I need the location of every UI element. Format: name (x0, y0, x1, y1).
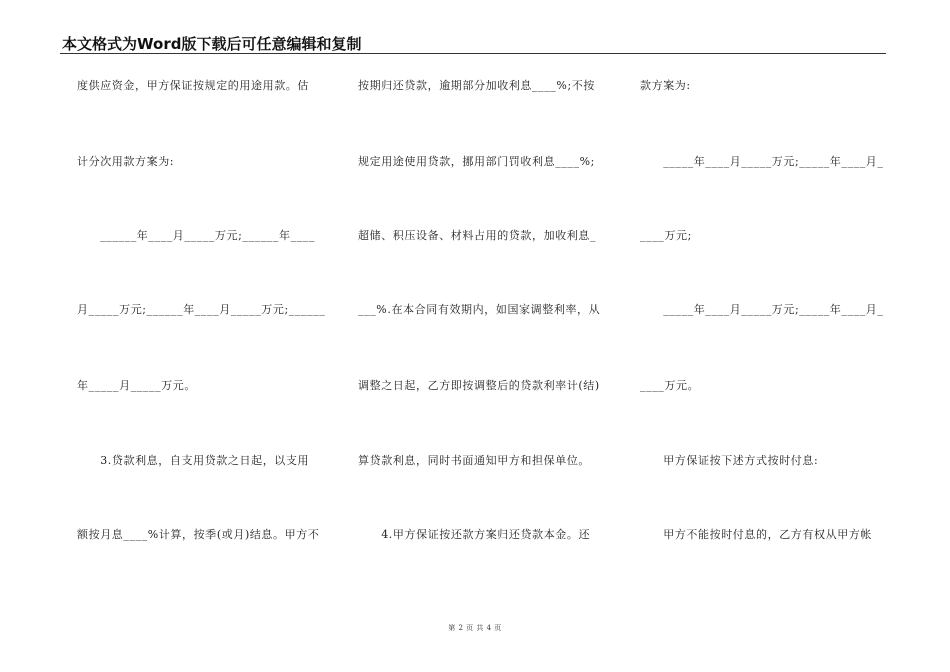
text-line: ____万元。 (640, 379, 700, 392)
text-line: ____万元; (640, 229, 692, 242)
text-line: 超储、积压设备、材料占用的贷款，加收利息_ (358, 229, 597, 242)
header-divider (60, 53, 886, 54)
text-line: 月_____万元;______年____月_____万元;______ (77, 303, 326, 316)
text-line: 调整之日起，乙方即按调整后的贷款利率计(结) (358, 379, 600, 392)
text-line: 计分次用款方案为: (77, 155, 175, 168)
text-line: 款方案为: (640, 79, 691, 92)
text-line: 4.甲方保证按还款方案归还贷款本金。还 (358, 528, 591, 541)
document-header-title: 本文格式为Word版下载后可任意编辑和复制 (62, 35, 362, 53)
text-line: 度供应资金，甲方保证按规定的用途用款。估 (77, 79, 309, 92)
text-line: _____年____月_____万元;_____年____月_ (640, 303, 884, 316)
text-line: 按期归还贷款，逾期部分加收利息____%;不按 (358, 79, 595, 92)
text-line: ______年____月_____万元;______年____ (77, 229, 316, 242)
text-line: 甲方保证按下述方式按时付息: (640, 454, 819, 467)
text-line: ___%.在本合同有效期内，如国家调整利率，从 (358, 303, 601, 316)
text-line: 规定用途使用贷款，挪用部门罚收利息____%; (358, 155, 595, 168)
text-line: 甲方不能按时付息的，乙方有权从甲方帐 (640, 528, 872, 541)
page-number-footer: 第 2 页 共 4 页 (448, 624, 502, 632)
text-line: 额按月息____%计算，按季(或月)结息。甲方不 (77, 528, 320, 541)
text-line: 年_____月_____万元。 (77, 379, 196, 392)
text-line: _____年____月_____万元;_____年____月_ (640, 155, 884, 168)
text-line: 算贷款利息，同时书面通知甲方和担保单位。 (358, 454, 590, 467)
text-line: 3.贷款利息，自支用贷款之日起，以支用 (77, 454, 310, 467)
